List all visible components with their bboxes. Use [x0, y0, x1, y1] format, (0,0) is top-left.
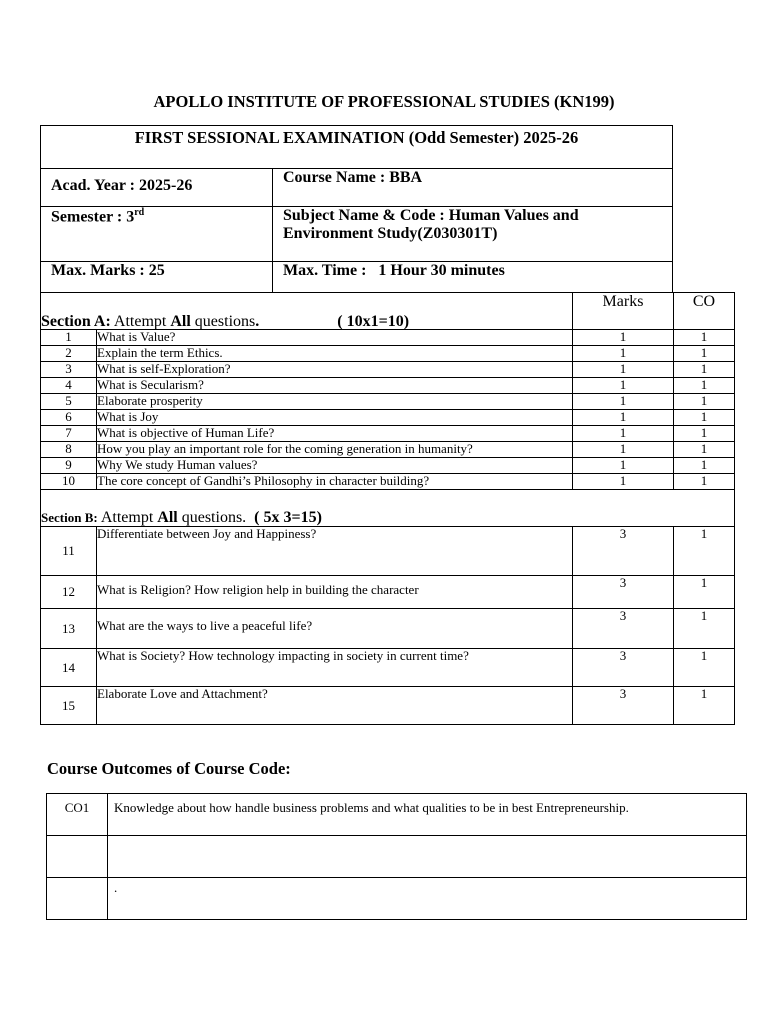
question-number: 9: [41, 458, 97, 474]
section-b-question-row: [41, 527, 735, 576]
question-number: 1: [41, 330, 97, 346]
co-column-header: CO: [674, 293, 735, 330]
question-marks: 1: [573, 394, 674, 410]
question-text: The core concept of Gandhi’s Philosophy in character building?: [97, 474, 573, 490]
section-b-marks: ( 5x 3=15): [254, 509, 322, 526]
question-text: Explain the term Ethics.: [97, 346, 573, 362]
course-outcome-code: [47, 836, 108, 878]
question-number: 15: [41, 687, 97, 725]
subject-line-2: Environment Study(Z030301T): [283, 225, 498, 242]
question-marks: 1: [573, 362, 674, 378]
question-number: 10: [41, 474, 97, 490]
question-co: 1: [674, 649, 735, 687]
subject-cell: [273, 207, 672, 262]
exam-title-cell: [41, 126, 672, 169]
question-marks: 1: [573, 442, 674, 458]
max-time-value: 1 Hour 30 minutes: [378, 262, 505, 279]
acad-year-cell: [41, 169, 273, 207]
course-outcome-text: .: [108, 878, 747, 920]
section-b-header-row: [41, 490, 735, 527]
question-text: Differentiate between Joy and Happiness?: [97, 527, 573, 576]
question-text: What is Society? How technology impacting in society in current time?: [97, 649, 573, 687]
course-outcome-code: CO1: [47, 794, 108, 836]
course-outcome-row: [47, 794, 747, 836]
course-outcome-code: [47, 878, 108, 920]
course-outcome-text: [108, 836, 747, 878]
section-a-question-row: [41, 346, 735, 362]
acad-year: Acad. Year : 2025-26: [51, 177, 193, 194]
question-number: 4: [41, 378, 97, 394]
question-number: 7: [41, 426, 97, 442]
max-time-cell: [273, 262, 672, 292]
section-b-question-row: [41, 576, 735, 609]
question-text: What is Secularism?: [97, 378, 573, 394]
section-a-question-row: [41, 362, 735, 378]
question-text: Elaborate Love and Attachment?: [97, 687, 573, 725]
marks-column-header: Marks: [573, 293, 674, 330]
question-text: What is objective of Human Life?: [97, 426, 573, 442]
question-marks: 1: [573, 330, 674, 346]
section-b-all: All: [157, 509, 178, 526]
course-name: Course Name : BBA: [283, 169, 423, 186]
question-co: 1: [674, 410, 735, 426]
course-name-cell: [273, 169, 672, 207]
section-a-attempt: Attempt: [110, 313, 171, 330]
question-text: What is Value?: [97, 330, 573, 346]
section-b-question-row: [41, 649, 735, 687]
question-marks: 3: [573, 609, 674, 649]
question-co: 1: [674, 527, 735, 576]
question-co: 1: [674, 687, 735, 725]
section-b-label: Section B:: [41, 510, 98, 525]
section-a-header: [41, 293, 573, 330]
section-b-question-row: [41, 609, 735, 649]
section-b-header: [41, 490, 735, 527]
questions-table: [40, 292, 735, 725]
question-marks: 3: [573, 649, 674, 687]
question-text: Why We study Human values?: [97, 458, 573, 474]
question-co: 1: [674, 346, 735, 362]
question-marks: 1: [573, 346, 674, 362]
question-marks: 1: [573, 378, 674, 394]
course-outcomes-table: [46, 793, 747, 920]
question-text: What is Religion? How religion help in building the character: [97, 576, 573, 609]
section-a-question-row: [41, 410, 735, 426]
question-marks: 3: [573, 576, 674, 609]
section-a-question-row: [41, 394, 735, 410]
section-a-marks: ( 10x1=10): [337, 313, 410, 330]
section-a-label: Section A:: [41, 313, 111, 330]
question-number: 11: [41, 527, 97, 576]
section-a-question-row: [41, 474, 735, 490]
section-a-question-row: [41, 442, 735, 458]
question-co: 1: [674, 576, 735, 609]
section-a-header-row: [41, 293, 735, 330]
question-co: 1: [674, 426, 735, 442]
course-outcome-row: [47, 878, 747, 920]
institute-title: APOLLO INSTITUTE OF PROFESSIONAL STUDIES (KN199): [153, 92, 615, 111]
question-co: 1: [674, 609, 735, 649]
question-number: 2: [41, 346, 97, 362]
course-outcome-row: [47, 836, 747, 878]
question-co: 1: [674, 474, 735, 490]
question-text: What is self-Exploration?: [97, 362, 573, 378]
exam-header-box: [40, 125, 673, 293]
question-co: 1: [674, 442, 735, 458]
question-number: 14: [41, 649, 97, 687]
exam-title: FIRST SESSIONAL EXAMINATION (Odd Semester) 2025-26: [134, 128, 579, 147]
section-a-dot: .: [255, 313, 260, 330]
section-a-all: All: [170, 313, 191, 330]
max-marks: Max. Marks : 25: [51, 262, 165, 279]
question-text: Elaborate prosperity: [97, 394, 573, 410]
question-co: 1: [674, 378, 735, 394]
question-number: 12: [41, 576, 97, 609]
max-marks-cell: [41, 262, 273, 292]
question-marks: 1: [573, 426, 674, 442]
question-co: 1: [674, 330, 735, 346]
section-b-question-row: [41, 687, 735, 725]
question-text: How you play an important role for the coming generation in humanity?: [97, 442, 573, 458]
question-marks: 3: [573, 527, 674, 576]
question-number: 8: [41, 442, 97, 458]
semester: Semester : 3: [51, 208, 135, 226]
question-number: 13: [41, 609, 97, 649]
question-marks: 3: [573, 687, 674, 725]
subject-line-1: Subject Name & Code : Human Values and: [283, 207, 579, 224]
section-a-question-row: [41, 426, 735, 442]
question-co: 1: [674, 458, 735, 474]
section-b-questions: questions.: [177, 509, 247, 526]
question-text: What are the ways to live a peaceful life?: [97, 609, 573, 649]
question-co: 1: [674, 394, 735, 410]
question-marks: 1: [573, 474, 674, 490]
section-a-question-row: [41, 378, 735, 394]
question-number: 6: [41, 410, 97, 426]
semester-cell: [41, 207, 273, 262]
section-a-questions: questions: [190, 313, 256, 330]
question-co: 1: [674, 362, 735, 378]
question-text: What is Joy: [97, 410, 573, 426]
section-a-question-row: [41, 330, 735, 346]
semester-sup: rd: [134, 207, 145, 218]
question-number: 5: [41, 394, 97, 410]
question-marks: 1: [573, 458, 674, 474]
question-number: 3: [41, 362, 97, 378]
question-marks: 1: [573, 410, 674, 426]
course-outcome-text: Knowledge about how handle business problems and what qualities to be in best Entrepreneurship.: [108, 794, 747, 836]
section-b-attempt: Attempt: [97, 509, 158, 526]
max-time-label: Max. Time :: [283, 262, 367, 279]
section-a-question-row: [41, 458, 735, 474]
course-outcomes-title: Course Outcomes of Course Code:: [47, 759, 291, 778]
